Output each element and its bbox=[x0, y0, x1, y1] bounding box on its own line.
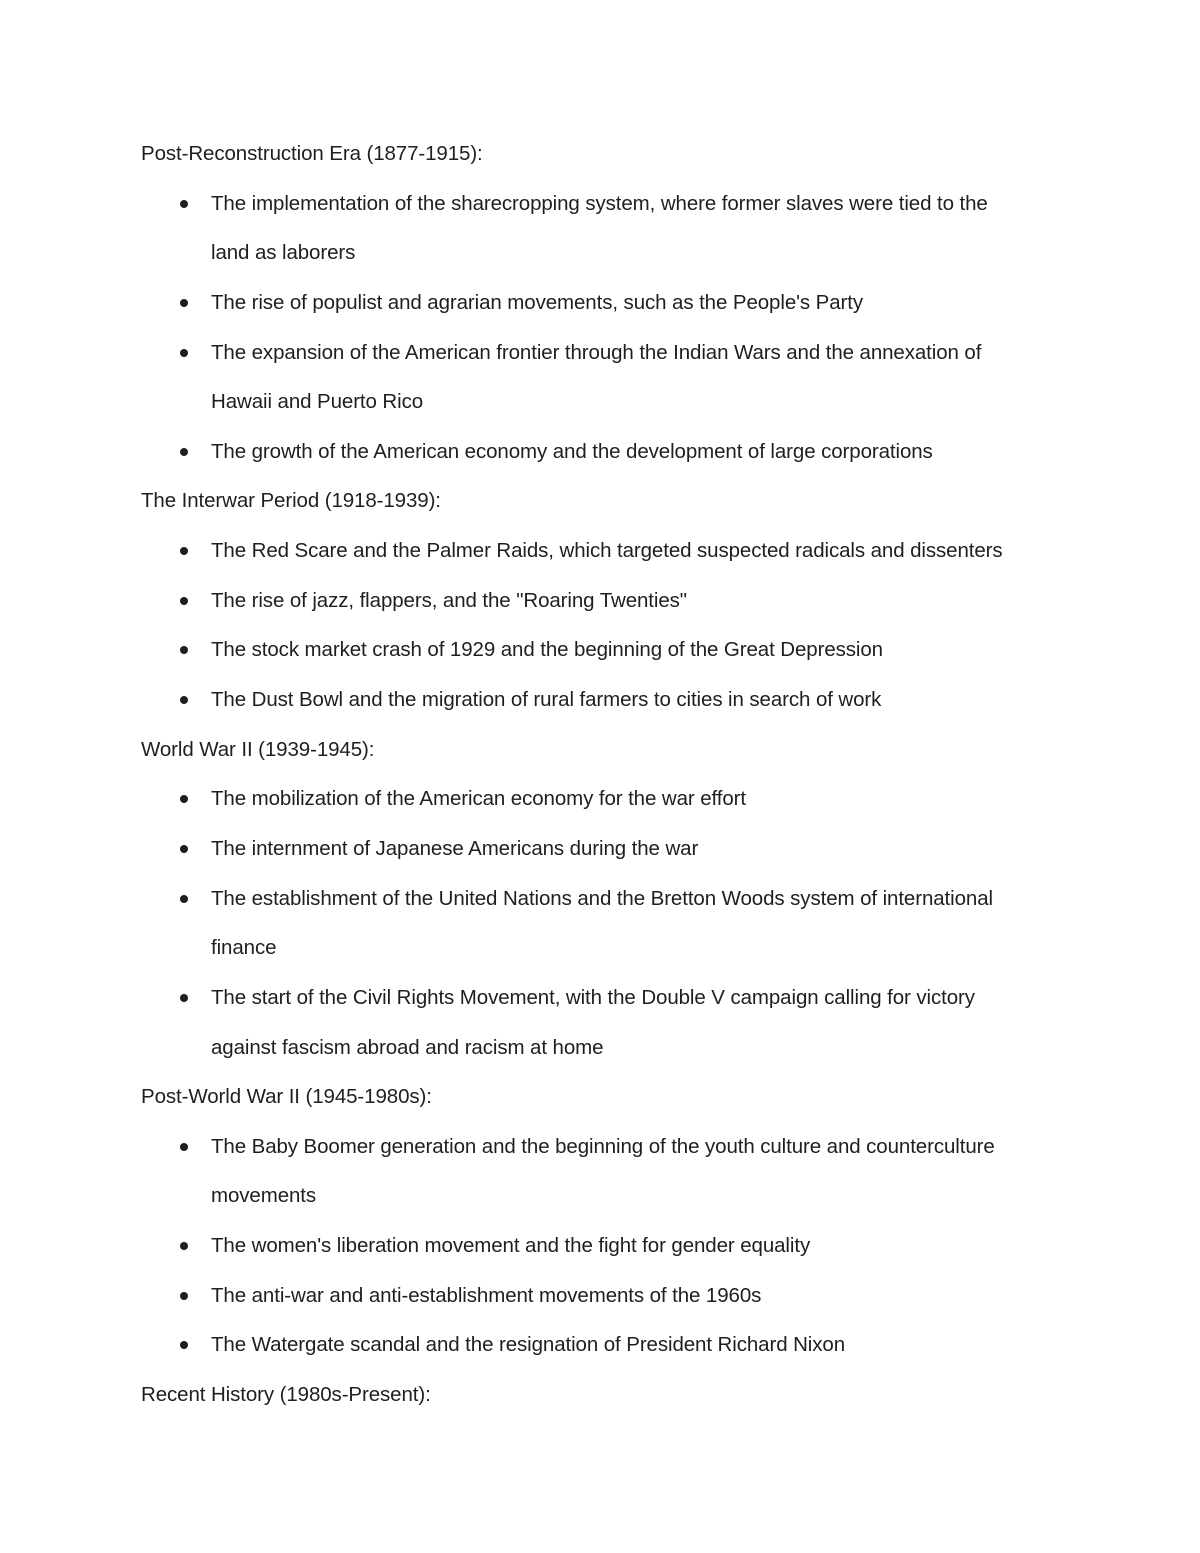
bullet-icon bbox=[180, 696, 188, 704]
bullet-icon bbox=[180, 1143, 188, 1151]
bullet-icon bbox=[180, 845, 188, 853]
bullet-item-text: The expansion of the American frontier through the Indian Wars and the annexation of bbox=[211, 340, 982, 364]
bullet-icon bbox=[180, 646, 188, 654]
bullet-icon bbox=[180, 200, 188, 208]
bullet-icon bbox=[180, 448, 188, 456]
bullet-icon bbox=[180, 895, 188, 903]
section-heading: Post-Reconstruction Era (1877-1915): bbox=[141, 142, 483, 165]
bullet-item-text: The Baby Boomer generation and the beginning of the youth culture and counterculture bbox=[211, 1134, 995, 1158]
bullet-item-text: The start of the Civil Rights Movement, with the Double V campaign calling for victory bbox=[211, 985, 975, 1009]
bullet-item bbox=[141, 576, 1071, 626]
bullet-item-text: The rise of populist and agrarian movements, such as the People's Party bbox=[211, 290, 864, 314]
bullet-item-text: The stock market crash of 1929 and the beginning of the Great Depression bbox=[211, 638, 883, 662]
bullet-item bbox=[141, 675, 1071, 725]
bullet-item bbox=[141, 874, 1071, 924]
bullet-item bbox=[141, 526, 1071, 576]
bullet-item-text: The growth of the American economy and the development of large corporations bbox=[211, 439, 933, 463]
bullet-icon bbox=[180, 597, 188, 605]
bullet-item-text: The anti-war and anti-establishment movements of the 1960s bbox=[211, 1283, 762, 1307]
bullet-item-continuation: movements bbox=[211, 1184, 317, 1208]
bullet-item-text: The Watergate scandal and the resignation of President Richard Nixon bbox=[211, 1333, 845, 1357]
bullet-item bbox=[141, 1221, 1071, 1271]
bullet-item-text: The women's liberation movement and the fight for gender equality bbox=[211, 1234, 811, 1258]
bullet-item-continuation: finance bbox=[211, 936, 277, 960]
bullet-item-text: The Red Scare and the Palmer Raids, which targeted suspected radicals and dissenters bbox=[211, 539, 1003, 563]
section-heading: Post-World War II (1945-1980s): bbox=[141, 1085, 432, 1109]
bullet-item bbox=[141, 625, 1071, 675]
bullet-item-text: The Dust Bowl and the migration of rural farmers to cities in search of work bbox=[211, 688, 882, 712]
bullet-item bbox=[141, 824, 1071, 874]
bullet-item bbox=[141, 1271, 1071, 1321]
bullet-item-continuation: against fascism abroad and racism at home bbox=[211, 1035, 604, 1059]
bullet-item-text: The mobilization of the American economy for the war effort bbox=[211, 787, 746, 811]
bullet-icon bbox=[180, 1292, 188, 1300]
bullet-item-text: The establishment of the United Nations and the Bretton Woods system of international bbox=[211, 886, 993, 910]
bullet-item-text: The implementation of the sharecropping system, where former slaves were tied to the bbox=[211, 191, 988, 215]
bullet-item bbox=[141, 427, 1071, 477]
bullet-icon bbox=[180, 994, 188, 1002]
bullet-item bbox=[141, 774, 1071, 824]
bullet-item bbox=[141, 1122, 1071, 1172]
bullet-item bbox=[141, 1320, 1071, 1370]
bullet-item bbox=[141, 973, 1071, 1023]
bullet-icon bbox=[180, 1242, 188, 1250]
document-body bbox=[141, 129, 1071, 1420]
bullet-icon bbox=[180, 1341, 188, 1349]
bullet-item bbox=[141, 278, 1071, 328]
bullet-item-text: The internment of Japanese Americans during the war bbox=[211, 836, 699, 860]
section-heading: The Interwar Period (1918-1939): bbox=[141, 489, 441, 513]
bullet-item-continuation: Hawaii and Puerto Rico bbox=[211, 390, 424, 414]
bullet-item-continuation: land as laborers bbox=[211, 241, 356, 265]
bullet-icon bbox=[180, 349, 188, 357]
bullet-icon bbox=[180, 299, 188, 307]
bullet-item bbox=[141, 179, 1071, 229]
section-heading: World War II (1939-1945): bbox=[141, 737, 375, 761]
bullet-icon bbox=[180, 547, 188, 555]
section-heading: Recent History (1980s-Present): bbox=[141, 1383, 431, 1407]
bullet-item-text: The rise of jazz, flappers, and the "Roaring Twenties" bbox=[211, 588, 687, 612]
bullet-icon bbox=[180, 795, 188, 803]
bullet-item bbox=[141, 328, 1071, 378]
